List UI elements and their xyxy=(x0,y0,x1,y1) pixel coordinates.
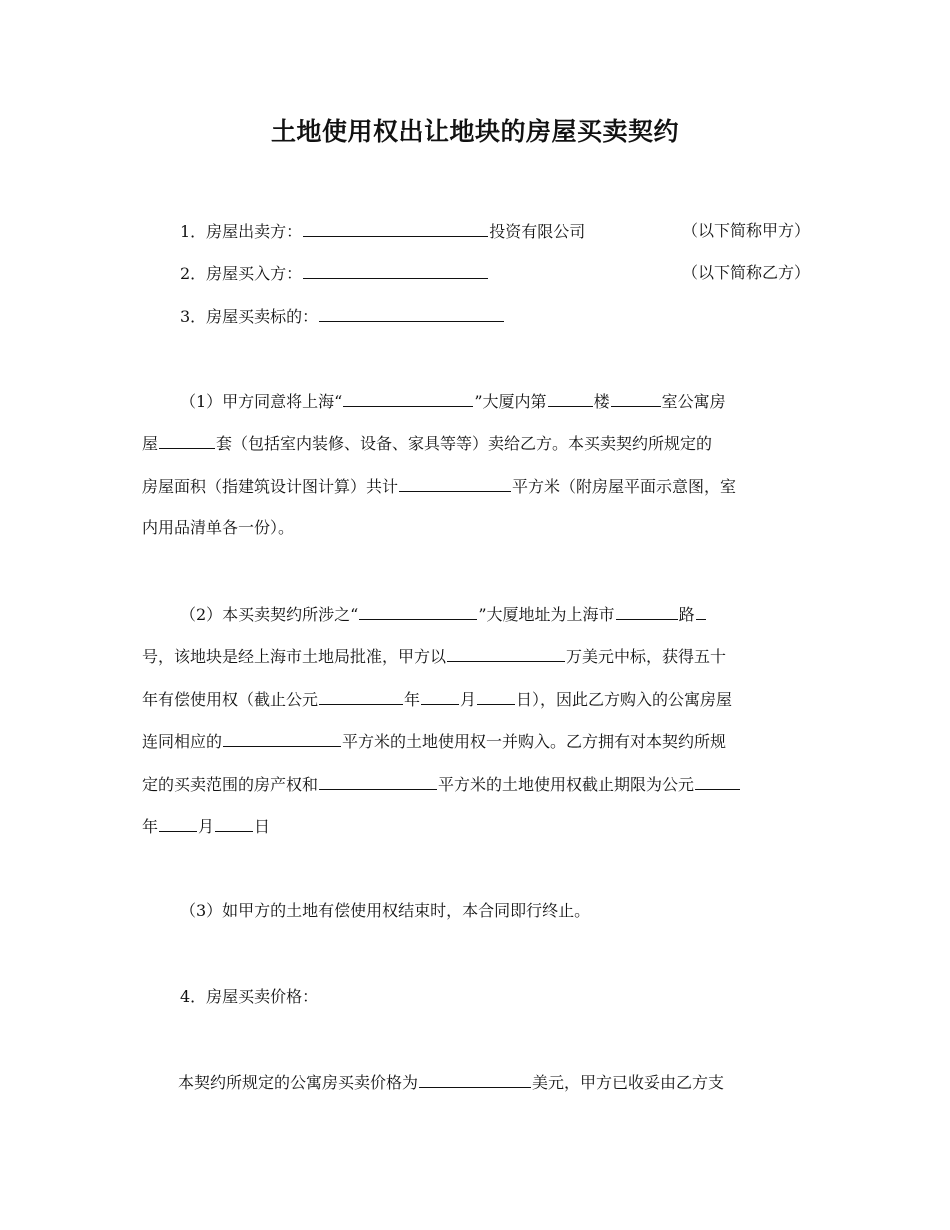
seller-line xyxy=(180,220,810,243)
p2-text: 月 xyxy=(198,817,215,836)
p2-end-month-blank[interactable] xyxy=(159,815,197,832)
p2-line-4 xyxy=(142,730,822,753)
p1-text: ”大厦内第 xyxy=(474,392,547,411)
p2-text: （2）本买卖契约所涉之“ xyxy=(180,605,359,624)
p2-road-blank[interactable] xyxy=(616,603,678,620)
p2-text: 定的买卖范围的房产权和 xyxy=(142,775,319,794)
p2-line-2 xyxy=(142,645,822,668)
p2-line-3 xyxy=(142,688,822,711)
p2-text: 平方米的土地使用权一并购入。乙方拥有对本契约所规 xyxy=(342,732,727,751)
object-blank[interactable] xyxy=(319,305,504,322)
seller-label: 1．房屋出卖方： xyxy=(180,222,303,241)
p1-line-2 xyxy=(142,432,822,455)
p4-price-blank[interactable] xyxy=(419,1071,531,1088)
section4-heading xyxy=(180,986,860,1008)
object-line xyxy=(180,305,810,328)
p1-text: 房屋面积（指建筑设计图计算）共计 xyxy=(142,477,399,496)
p2-text: 连同相应的 xyxy=(142,732,223,751)
p1-line-1 xyxy=(180,390,820,413)
p2-line-1 xyxy=(180,603,820,626)
p2-land-area2-blank[interactable] xyxy=(319,773,437,790)
p1-text: 屋 xyxy=(142,434,159,453)
seller-blank[interactable] xyxy=(303,220,488,237)
p2-text: 平方米的土地使用权截止期限为公元 xyxy=(438,775,695,794)
buyer-label: 2．房屋买入方： xyxy=(180,264,303,283)
p2-month-blank[interactable] xyxy=(421,688,459,705)
section4-text: 4．房屋买卖价格： xyxy=(180,987,319,1006)
p2-text: 路 xyxy=(678,605,695,624)
p2-day-blank[interactable] xyxy=(477,688,515,705)
p4-text: 本契约所规定的公寓房买卖价格为 xyxy=(178,1073,419,1092)
p2-text: 年 xyxy=(404,690,421,709)
p2-text: ”大厦地址为上海市 xyxy=(478,605,615,624)
p1-room-blank[interactable] xyxy=(611,390,661,407)
p1-area-blank[interactable] xyxy=(399,475,511,492)
p3-line xyxy=(180,900,860,922)
p2-line-5 xyxy=(142,773,822,796)
p1-floor-blank[interactable] xyxy=(548,390,593,407)
p2-year-blank[interactable] xyxy=(319,688,403,705)
p4-line-1 xyxy=(178,1071,818,1094)
p2-line-6 xyxy=(142,815,822,838)
object-label: 3．房屋买卖标的： xyxy=(180,307,319,326)
p2-building-blank[interactable] xyxy=(359,603,477,620)
p1-text: 楼 xyxy=(593,392,610,411)
buyer-blank[interactable] xyxy=(303,262,488,279)
p2-text: 月 xyxy=(460,690,477,709)
p2-number-blank[interactable] xyxy=(696,603,706,620)
p2-text: 年 xyxy=(142,817,159,836)
buyer-line xyxy=(180,262,810,285)
p2-end-day-blank[interactable] xyxy=(215,815,253,832)
p1-text: 室公寓房 xyxy=(661,392,726,411)
p1-text: 套（包括室内装修、设备、家具等等）卖给乙方。本买卖契约所规定的 xyxy=(216,434,713,453)
p3-text: （3）如甲方的土地有偿使用权结束时，本合同即行终止。 xyxy=(180,901,591,920)
p2-bid-blank[interactable] xyxy=(447,645,565,662)
p4-text: 美元，甲方已收妥由乙方支 xyxy=(532,1073,725,1092)
p1-text: （1）甲方同意将上海“ xyxy=(180,392,343,411)
p2-text: 年有偿使用权（截止公元 xyxy=(142,690,319,709)
p1-line-3 xyxy=(142,475,822,498)
p2-land-area-blank[interactable] xyxy=(223,730,341,747)
p2-text: 日 xyxy=(254,817,271,836)
document-title: 土地使用权出让地块的房屋买卖契约 xyxy=(270,117,679,146)
p2-text: 号，该地块是经上海市土地局批准，甲方以 xyxy=(142,647,447,666)
p1-text: 平方米（附房屋平面示意图，室 xyxy=(512,477,737,496)
p2-text: 日），因此乙方购入的公寓房屋 xyxy=(516,690,733,709)
p2-text: 万美元中标，获得五十 xyxy=(566,647,727,666)
p1-text: 内用品清单各一份）。 xyxy=(142,518,295,537)
p1-line-4 xyxy=(142,517,822,539)
p2-end-year-blank[interactable] xyxy=(695,773,740,790)
p1-units-blank[interactable] xyxy=(159,432,215,449)
buyer-note: （以下简称乙方） xyxy=(681,263,810,282)
seller-note: （以下简称甲方） xyxy=(681,221,810,240)
seller-suffix: 投资有限公司 xyxy=(489,222,586,241)
p1-building-blank[interactable] xyxy=(343,390,473,407)
